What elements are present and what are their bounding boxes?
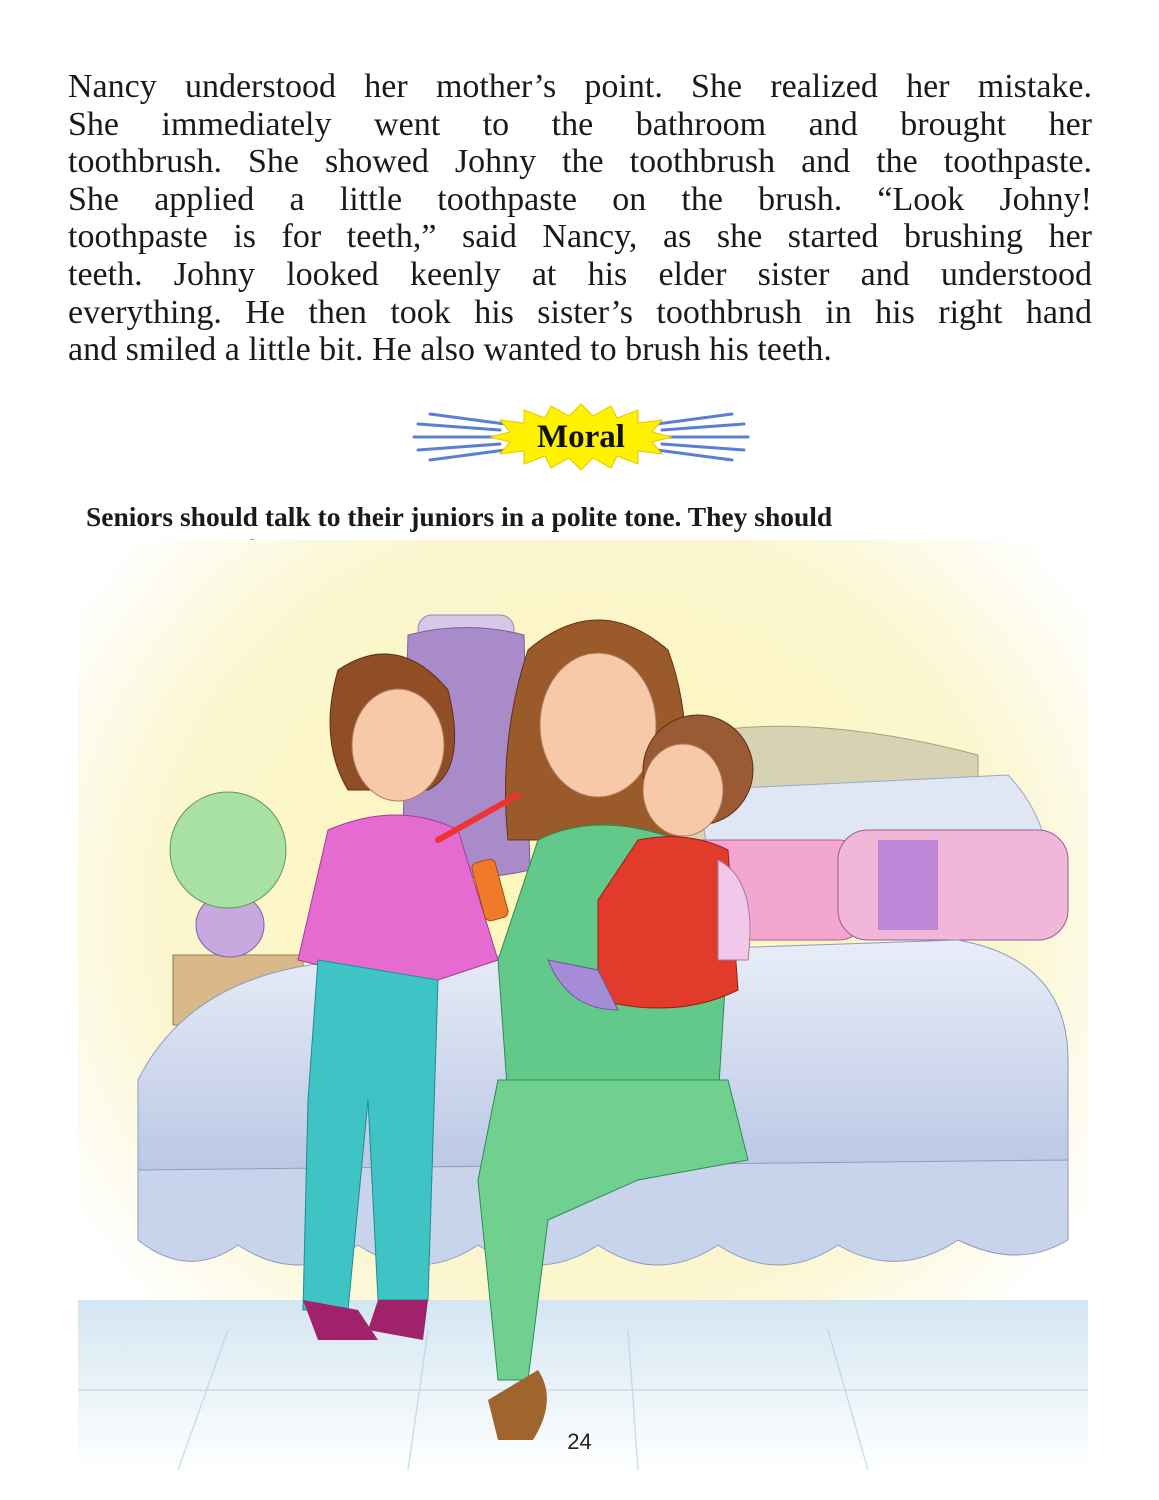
story-line: toothbrush. She showed Johny the toothbrush and the toothpaste. bbox=[68, 143, 1092, 181]
story-line: everything. He then took his sister’s toothbrush in his right hand bbox=[68, 293, 1092, 331]
story-paragraph bbox=[68, 68, 1092, 369]
page-number: 24 bbox=[567, 1429, 592, 1454]
moral-line: Seniors should talk to their juniors in a polite tone. They should bbox=[86, 501, 833, 532]
story-line: toothpaste is for teeth,” said Nancy, as she started brushing her bbox=[68, 218, 1092, 256]
illustration bbox=[78, 540, 1088, 1470]
story-line: Nancy understood her mother’s point. She realized her mistake. bbox=[68, 68, 1092, 105]
moral-badge bbox=[410, 402, 752, 472]
story-line: She immediately went to the bathroom and brought her bbox=[68, 105, 1092, 143]
mother-children-bed-illustration bbox=[78, 540, 1088, 1470]
moral-heading: Moral bbox=[537, 418, 625, 455]
story-line: teeth. Johny looked keenly at his elder sister and understood bbox=[68, 255, 1092, 293]
story-line: She applied a little toothpaste on the brush. “Look Johny! bbox=[68, 180, 1092, 218]
story-line: and smiled a little bit. He also wanted to brush his teeth. bbox=[68, 331, 832, 369]
